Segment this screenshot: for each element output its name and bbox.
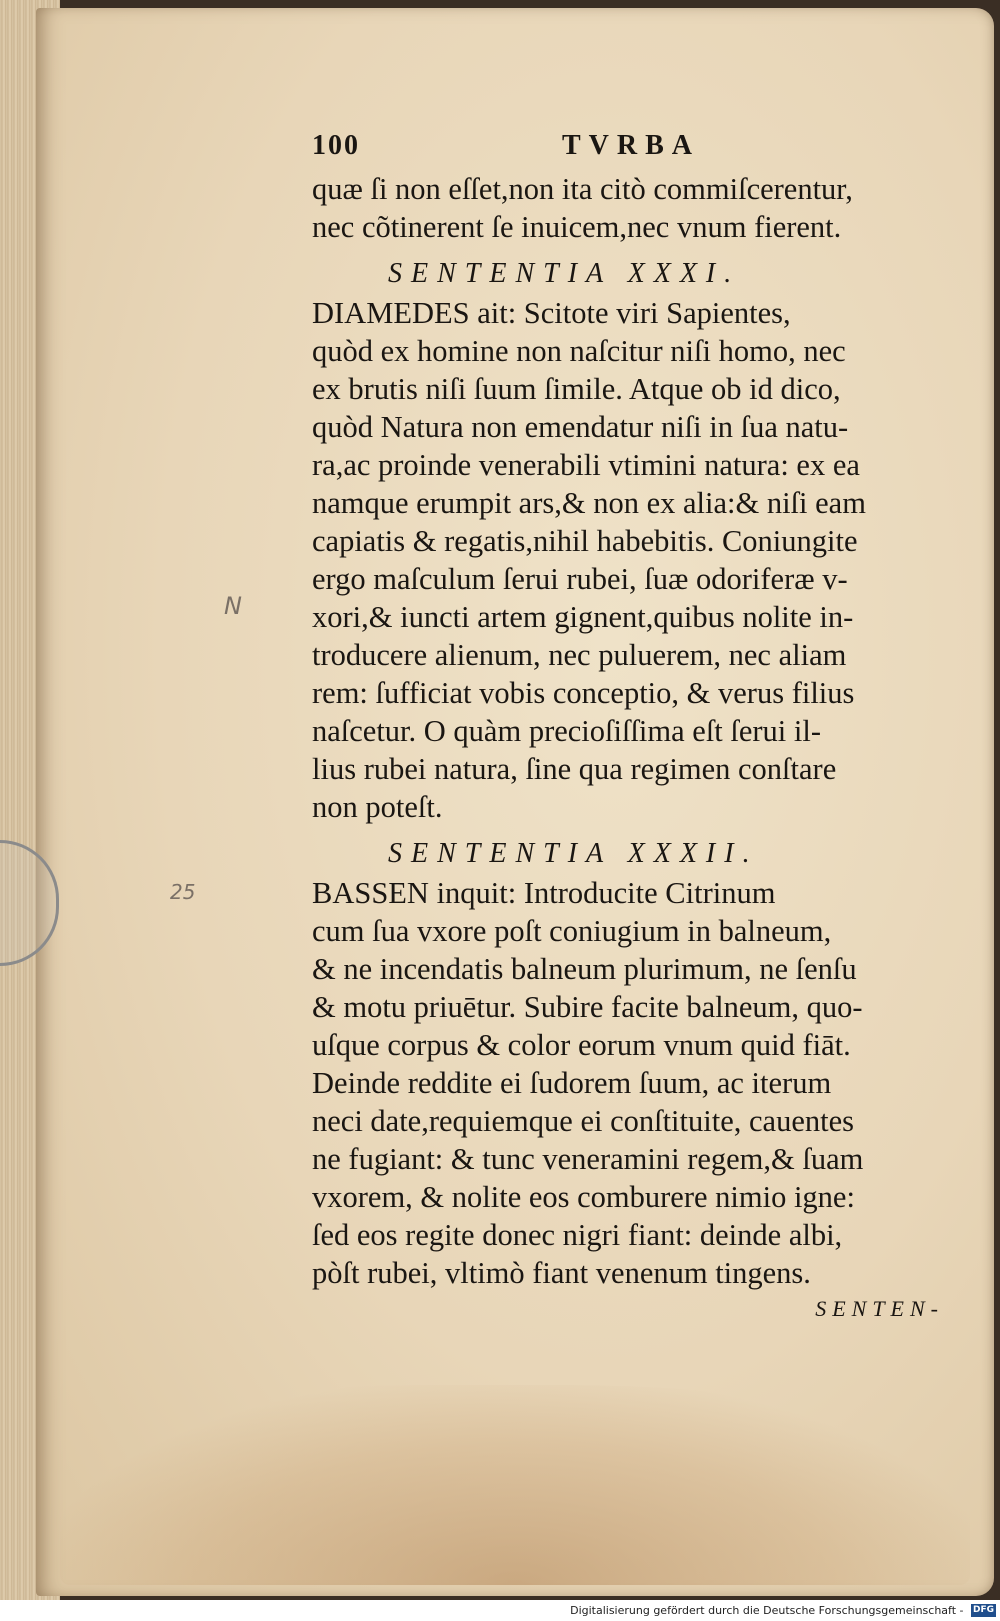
running-title: TVRBA — [562, 130, 701, 161]
text-line: ne fugiant: & tunc veneramini regem,& ſuam — [312, 1142, 864, 1176]
text-line: & ne incendatis balneum plurimum, ne ſenſu — [312, 952, 857, 986]
text-line: ſed eos regite donec nigri fiant: deinde albi, — [312, 1218, 843, 1252]
text-line: rem: ſufficiat vobis conceptio, & verus filius — [312, 676, 855, 710]
text-line: ex brutis niſi ſuum ſimile. Atque ob id dico, — [312, 372, 841, 406]
text-line: neci date,requiemque ei conſtituite, cauentes — [312, 1104, 854, 1138]
text-line: non poteſt. — [312, 790, 443, 824]
section-heading: SENTENTIA XXXII. — [388, 838, 759, 869]
text-line: & motu priuētur. Subire facite balneum, quo- — [312, 990, 863, 1024]
text-line: xori,& iuncti artem gignent,quibus nolite in- — [312, 600, 854, 634]
text-line: troducere alienum, nec puluerem, nec aliam — [312, 638, 847, 672]
text-line: nec cõtinerent ſe inuicem,nec vnum fierent. — [312, 210, 842, 244]
text-line: ra,ac proinde venerabili vtimini natura: ex ea — [312, 448, 860, 482]
footer-credit: Digitalisierung gefördert durch die Deutsche Forschungsgemeinschaft - — [570, 1604, 964, 1617]
text-line: ergo maſculum ſerui rubei, ſuæ odoriferæ v- — [312, 562, 848, 596]
text-line: lius rubei natura, ſine qua regimen conſtare — [312, 752, 837, 786]
page-number: 100 — [312, 130, 360, 161]
text-line: Deinde reddite ei ſudorem ſuum, ac iterum — [312, 1066, 832, 1100]
text-line: quæ ſi non eſſet,non ita citò commiſcerentur, — [312, 172, 853, 206]
footer-bar — [0, 1600, 1000, 1621]
text-line: vxorem, & nolite eos comburere nimio igne: — [312, 1180, 855, 1214]
text-line: BASSEN inquit: Introducite Citrinum — [312, 876, 776, 910]
text-line: quòd Natura non emendatur niſi in ſua natu- — [312, 410, 849, 444]
dfg-logo: DFG — [972, 1605, 994, 1615]
text-line: DIAMEDES ait: Scitote viri Sapientes, — [312, 296, 791, 330]
text-line: naſcetur. O quàm precioſiſſima eſt ſerui il- — [312, 714, 822, 748]
running-head — [312, 130, 952, 170]
text-line: uſque corpus & color eorum vnum quid fiāt. — [312, 1028, 851, 1062]
text-line: pòſt rubei, vltimò fiant venenum tingens. — [312, 1256, 811, 1290]
text-line: capiatis & regatis,nihil habebitis. Coniungite — [312, 524, 858, 558]
margin-note-25: 25 — [170, 880, 196, 904]
text-line: cum ſua vxore poſt coniugium in balneum, — [312, 914, 832, 948]
text-line: quòd ex homine non naſcitur niſi homo, nec — [312, 334, 846, 368]
section-heading: SENTENTIA XXXI. — [388, 258, 741, 289]
catchword: SENTEN- — [815, 1296, 944, 1321]
text-line: namque erumpit ars,& non ex alia:& niſi eam — [312, 486, 866, 520]
text-block — [312, 130, 952, 1326]
margin-note-n: N — [224, 592, 242, 620]
water-stain — [60, 1385, 970, 1585]
